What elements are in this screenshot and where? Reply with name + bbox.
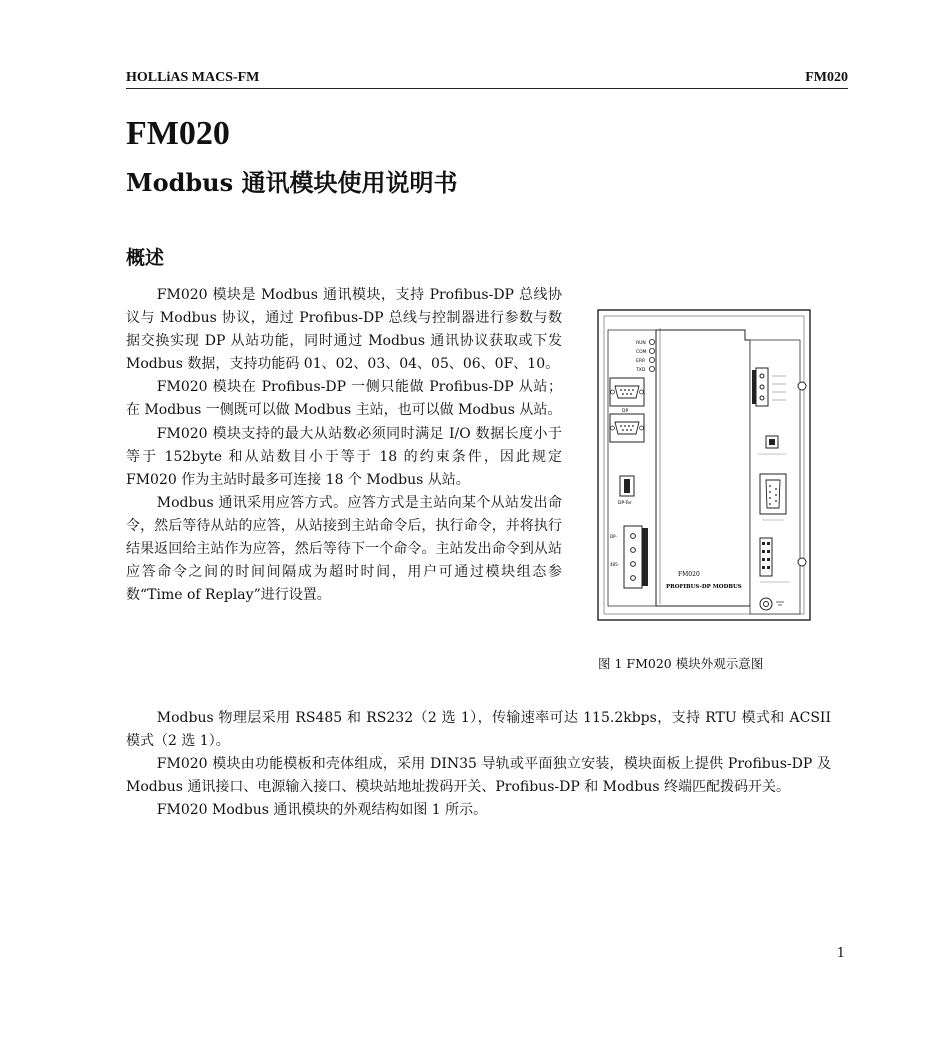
figure-caption: 图 1 FM020 模块外观示意图: [598, 656, 764, 671]
overview-text-full-width: [126, 707, 831, 822]
db9-connector-icon: [610, 414, 644, 442]
paragraph: Modbus 物理层采用 RS485 和 RS232（2 选 1），传输速率可达 115.2kbps，支持 RTU 模式和 ACSII 模式（2 选 1）。: [126, 710, 831, 750]
led-label: ERR: [636, 359, 646, 364]
document-subtitle: Modbus 通讯模块使用说明书: [126, 168, 458, 197]
paragraph: FM020 模块是 Modbus 通讯模块，支持 Profibus-DP 总线协议与 Modbus 协议，通过 Profibus-DP 总线与控制器进行参数与数据交换实现 DP 从站功能，同时通过 Modbus 通讯协议获取或下发 Modbus 数据，支持功能码 01、02、03、04、05、06、0F、10。: [126, 287, 562, 373]
module-illustration: [590, 304, 818, 624]
section-heading-overview: 概述: [126, 247, 165, 269]
paragraph: Modbus 通讯采用应答方式。应答方式是主站向某个从站发出命令，然后等待从站的应答，从站接到主站命令后，执行命令，并将执行结果返回给主站作为应答，然后等待下一个命令。主站发出命令到从站应答命令之间的时间间隔成为超时时间，用户可通过模块组态参数“Time of Replay”进行设置。: [126, 494, 562, 604]
overview-text-column: [126, 284, 562, 607]
connector-label: DP: [622, 409, 629, 414]
figure-module-appearance: [590, 304, 818, 680]
document-title: FM020: [126, 115, 230, 152]
connector-label: DP-Ter: [618, 501, 632, 506]
dip-switch-icon: [618, 476, 634, 506]
connector-label: DP-: [610, 534, 617, 539]
module-nameplate: PROFIBUS-DP MODBUS: [666, 584, 742, 590]
paragraph: FM020 模块在 Profibus-DP 一侧只能做 Profibus-DP 从站；在 Modbus 一侧既可以做 Modbus 主站，也可以做 Modbus 从站。: [126, 379, 562, 419]
db9-connector-icon: [610, 378, 644, 406]
led-label: COM: [636, 350, 647, 355]
paragraph: FM020 模块支持的最大从站数必须同时满足 I/O 数据长度小于等于 152byte 和从站数目小于等于 18 的约束条件，因此规定 FM020 作为主站时最多可连接 18 个 Modbus 从站。: [126, 425, 562, 488]
module-nameplate: FM020: [678, 571, 700, 578]
connector-label: 485-: [610, 562, 620, 567]
led-label: RUN: [636, 341, 646, 346]
db9-connector-icon: [760, 474, 786, 520]
header-product-name: HOLLiAS MACS-FM: [126, 70, 260, 85]
header-module-code: FM020: [805, 70, 848, 85]
paragraph: FM020 Modbus 通讯模块的外观结构如图 1 所示。: [156, 802, 488, 819]
led-label: TXD: [636, 368, 646, 373]
paragraph: FM020 模块由功能模板和壳体组成，采用 DIN35 导轨或平面独立安装，模块面板上提供 Profibus-DP 及 Modbus 通讯接口、电源输入接口、模块站地址拨码开关、Profibus-DP 和 Modbus 终端匹配拨码开关。: [126, 756, 831, 796]
running-header: [126, 70, 848, 89]
page-number: 1: [836, 946, 845, 961]
